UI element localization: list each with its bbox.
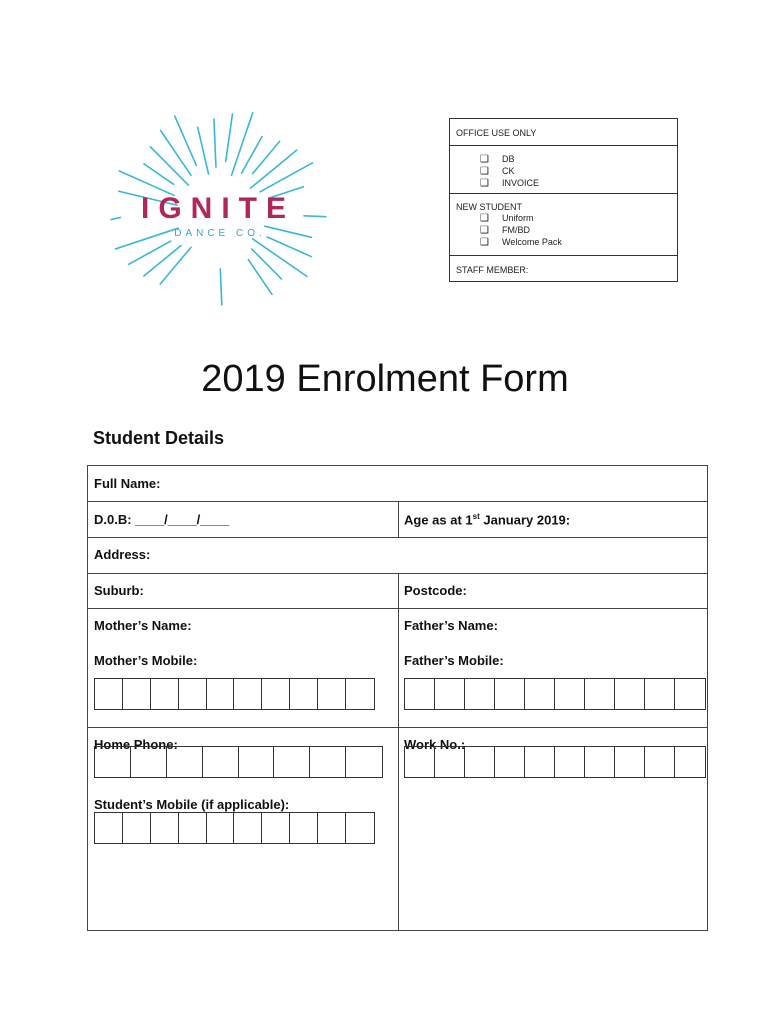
work-no-label: Work No.: [404, 737, 466, 752]
digit-cell[interactable] [239, 747, 275, 777]
full-name-field[interactable]: Full Name: [94, 476, 161, 491]
digit-cell[interactable] [346, 813, 374, 843]
digit-cell[interactable] [95, 813, 123, 843]
digit-cell[interactable] [346, 679, 374, 709]
checkbox-icon: ❑ [480, 236, 489, 248]
logo-ray [250, 150, 296, 188]
logo-tagline: DANCE CO. [174, 228, 266, 239]
page-title: 2019 Enrolment Form [201, 358, 569, 400]
digit-cell[interactable] [234, 813, 262, 843]
digit-cell[interactable] [151, 679, 179, 709]
logo-ray [111, 217, 121, 219]
logo-ray [198, 127, 209, 174]
checkbox-icon: ❑ [480, 177, 489, 189]
logo-ray [214, 119, 216, 167]
digit-cell[interactable] [95, 747, 131, 777]
home-phone-input[interactable] [94, 746, 383, 778]
work-no-input[interactable] [404, 746, 706, 778]
students-mobile-input[interactable] [94, 812, 375, 844]
digit-cell[interactable] [615, 747, 645, 777]
digit-cell[interactable] [290, 813, 318, 843]
digit-cell[interactable] [465, 679, 495, 709]
logo-ray [150, 147, 188, 185]
col-divider [398, 573, 399, 931]
staff-member-field[interactable]: STAFF MEMBER: [456, 265, 529, 275]
logo-ray [231, 113, 252, 175]
digit-cell[interactable] [179, 679, 207, 709]
digit-cell[interactable] [675, 679, 705, 709]
checkbox-icon: ❑ [480, 153, 489, 165]
digit-cell[interactable] [318, 813, 346, 843]
digit-cell[interactable] [123, 813, 151, 843]
logo-ray [265, 226, 312, 237]
digit-cell[interactable] [465, 747, 495, 777]
digit-cell[interactable] [495, 747, 525, 777]
digit-cell[interactable] [179, 813, 207, 843]
logo-ray [160, 247, 191, 284]
office-checklist [450, 146, 677, 194]
digit-cell[interactable] [262, 679, 290, 709]
digit-cell[interactable] [234, 679, 262, 709]
digit-cell[interactable] [167, 747, 203, 777]
logo-ray [252, 249, 282, 279]
digit-cell[interactable] [290, 679, 318, 709]
digit-cell[interactable] [525, 747, 555, 777]
logo-ray [144, 246, 181, 277]
age-label-prefix: Age as at 1 [404, 512, 473, 528]
digit-cell[interactable] [495, 679, 525, 709]
digit-cell[interactable] [310, 747, 346, 777]
logo-ray [144, 164, 174, 184]
office-use-heading: OFFICE USE ONLY [450, 119, 677, 146]
new-student-label: NEW STUDENT [456, 202, 522, 212]
section-title: Student Details [93, 428, 225, 448]
logo-ray [304, 216, 326, 217]
fathers-mobile-input[interactable] [404, 678, 706, 710]
checkbox-label: DB [502, 154, 515, 164]
logo-ray [115, 228, 178, 249]
mothers-name-field[interactable]: Mother’s Name: [94, 618, 192, 633]
digit-cell[interactable] [207, 813, 235, 843]
logo-ray [260, 163, 313, 192]
ignite-logo [108, 110, 328, 310]
fathers-name-field[interactable]: Father’s Name: [404, 618, 498, 633]
office-use-box [449, 118, 678, 282]
new-student-checklist [450, 194, 677, 256]
digit-cell[interactable] [405, 747, 435, 777]
digit-cell[interactable] [645, 747, 675, 777]
fathers-mobile-label: Father’s Mobile: [404, 653, 504, 668]
checkbox-label: CK [502, 166, 515, 176]
student-details-form [87, 465, 708, 931]
checkbox-invoice[interactable] [450, 177, 677, 189]
logo-ray [226, 114, 233, 162]
age-field[interactable] [404, 512, 570, 527]
digit-cell[interactable] [405, 679, 435, 709]
logo-ray [175, 116, 197, 165]
digit-cell[interactable] [318, 679, 346, 709]
address-field[interactable]: Address: [94, 547, 151, 562]
digit-cell[interactable] [274, 747, 310, 777]
mothers-mobile-label: Mother’s Mobile: [94, 653, 198, 668]
digit-cell[interactable] [435, 747, 465, 777]
logo-ray [129, 241, 171, 264]
students-mobile-label: Student’s Mobile (if applicable): [94, 797, 290, 812]
checkbox-icon: ❑ [480, 165, 489, 177]
checkbox-icon: ❑ [480, 212, 489, 224]
digit-cell[interactable] [585, 679, 615, 709]
digit-cell[interactable] [151, 813, 179, 843]
digit-cell[interactable] [262, 813, 290, 843]
digit-cell[interactable] [346, 747, 382, 777]
digit-cell[interactable] [525, 679, 555, 709]
logo-ray [161, 131, 191, 176]
checkbox-fmbd[interactable] [456, 224, 677, 236]
checkbox-label: INVOICE [502, 178, 540, 188]
digit-cell[interactable] [435, 679, 465, 709]
logo-wordmark: IGNITE [140, 192, 296, 225]
checkbox-welcome-pack[interactable] [456, 236, 677, 248]
digit-cell[interactable] [645, 679, 675, 709]
checkbox-label: FM/BD [502, 225, 530, 235]
suburb-field[interactable]: Suburb: [94, 583, 144, 598]
logo-ray [220, 269, 222, 305]
digit-cell[interactable] [203, 747, 239, 777]
checkbox-ck[interactable] [450, 165, 677, 177]
checkbox-label: Welcome Pack [502, 237, 562, 247]
digit-cell[interactable] [555, 747, 585, 777]
checkbox-label: Uniform [502, 213, 534, 223]
row-divider [88, 537, 707, 538]
dob-field[interactable]: D.0.B: ____/____/____ [94, 512, 230, 527]
digit-cell[interactable] [675, 747, 705, 777]
col-divider [398, 501, 399, 537]
home-phone-label: Home Phone: [94, 737, 178, 752]
checkbox-db[interactable] [450, 153, 677, 165]
digit-cell[interactable] [207, 679, 235, 709]
logo-ray [242, 137, 263, 174]
checkbox-icon: ❑ [480, 224, 489, 236]
digit-cell[interactable] [615, 679, 645, 709]
digit-cell[interactable] [131, 747, 167, 777]
digit-cell[interactable] [585, 747, 615, 777]
postcode-field[interactable]: Postcode: [404, 583, 467, 598]
age-label-suffix: January 2019: [479, 512, 571, 528]
checkbox-uniform[interactable] [456, 212, 677, 224]
digit-cell[interactable] [95, 679, 123, 709]
digit-cell[interactable] [123, 679, 151, 709]
mothers-mobile-input[interactable] [94, 678, 375, 710]
age-label-sup: st [472, 512, 480, 521]
digit-cell[interactable] [555, 679, 585, 709]
